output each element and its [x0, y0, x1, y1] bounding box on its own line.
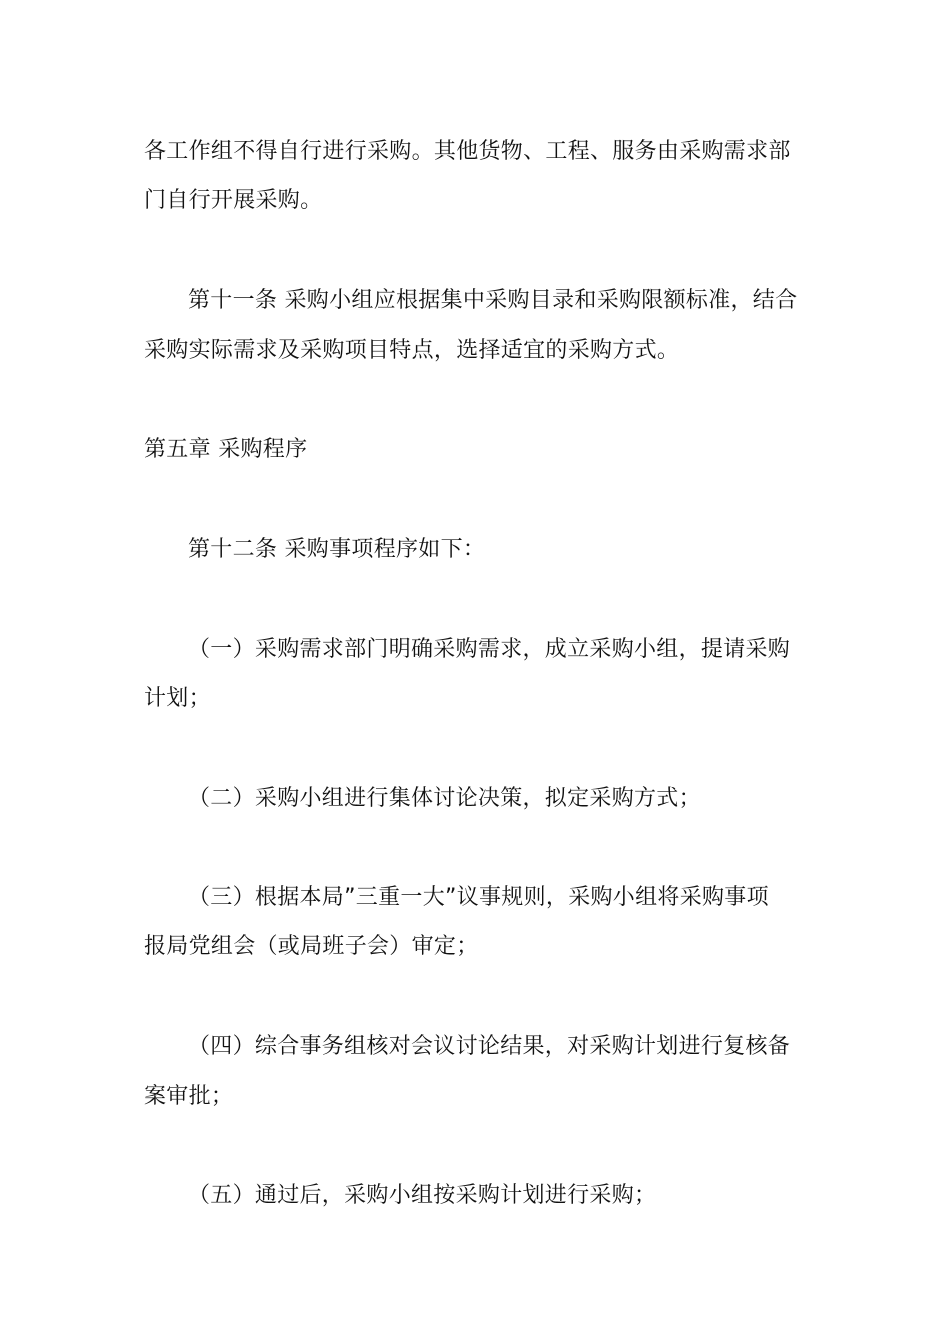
list-item-line: （三）根据本局”三重一大”议事规则，采购小组将采购事项 — [188, 885, 769, 910]
list-item-line: 报局党组会（或局班子会）审定； — [144, 934, 479, 959]
list-item-line: （四）综合事务组核对会议讨论结果，对采购计划进行复核备 — [188, 1034, 791, 1059]
article-12-line: 第十二条 采购事项程序如下： — [188, 537, 486, 562]
article-11-line: 采购实际需求及采购项目特点，选择适宜的采购方式。 — [144, 338, 680, 363]
list-item-line: （一）采购需求部门明确采购需求，成立采购小组，提请采购 — [188, 637, 791, 662]
paragraph-line: 各工作组不得自行进行采购。其他货物、工程、服务由采购需求部 — [144, 139, 791, 164]
article-11-line: 第十一条 采购小组应根据集中采购目录和采购限额标准，结合 — [188, 288, 798, 313]
list-item-line: 计划； — [144, 686, 211, 711]
chapter-heading: 第五章 采购程序 — [144, 437, 308, 462]
list-item-line: （五）通过后，采购小组按采购计划进行采购； — [188, 1183, 657, 1208]
list-item-line: 案审批； — [144, 1084, 234, 1109]
paragraph-line: 门自行开展采购。 — [144, 188, 323, 213]
list-item-line: （二）采购小组进行集体讨论决策，拟定采购方式； — [188, 786, 701, 811]
